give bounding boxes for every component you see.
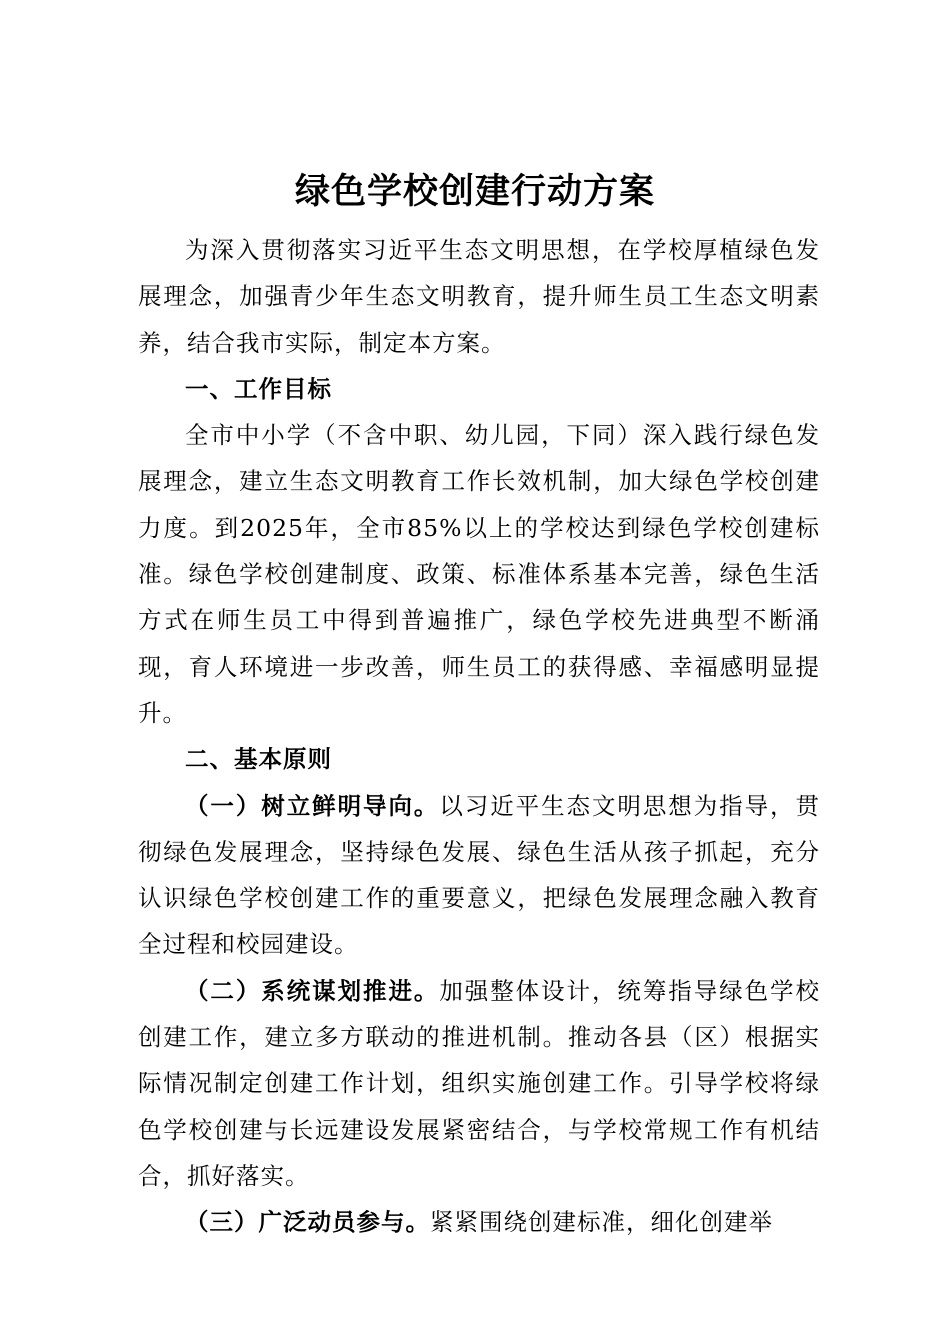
intro-paragraph: 为深入贯彻落实习近平生态文明思想，在学校厚植绿色发展理念，加强青少年生态文明教育，提升师生员工生态文明素养，结合我市实际，制定本方案。 [138,236,820,357]
principle-text: 加强整体设计，统筹指导绿色学校创建工作，建立多方联动的推进机制。推动各县（区）根据实际情况制定创建工作计划，组织实施创建工作。引导学校将绿色学校创建与长远建设发展紧密结合，与学校常规工作有机结合，抓好落实。 [138,976,820,1190]
goals-paragraph: 全市中小学（不含中职、幼儿园，下同）深入践行绿色发展理念，建立生态文明教育工作长效机制，加大绿色学校创建力度。到2025年，全市85%以上的学校达到绿色学校创建标准。绿色学校创建制度、政策、标准体系基本完善，绿色生活方式在师生员工中得到普遍推广，绿色学校先进典型不断涌现，育人环境进一步改善，师生员工的获得感、幸福感明显提升。 [138,421,820,727]
document-title: 绿色学校创建行动方案 [294,171,655,212]
principle-text: 以习近平生态文明思想为指导，贯彻绿色发展理念，坚持绿色发展、绿色生活从孩子抓起，充分认识绿色学校创建工作的重要意义，把绿色发展理念融入教育全过程和校园建设。 [138,791,820,959]
principle-paragraph [138,783,820,968]
principle-lead: （三）广泛动员参与。 [185,1208,430,1237]
principle-paragraph [138,968,820,1199]
principle-lead: （一）树立鲜明导向。 [185,791,440,820]
principle-lead: （二）系统谋划推进。 [185,976,440,1005]
principle-text: 紧紧围绕创建标准，细化创建举 [430,1208,773,1237]
section-heading-principles: 二、基本原则 [185,745,332,774]
document-body [138,227,820,1246]
principle-paragraph [138,1199,820,1245]
section-heading-goals: 一、工作目标 [185,374,332,403]
